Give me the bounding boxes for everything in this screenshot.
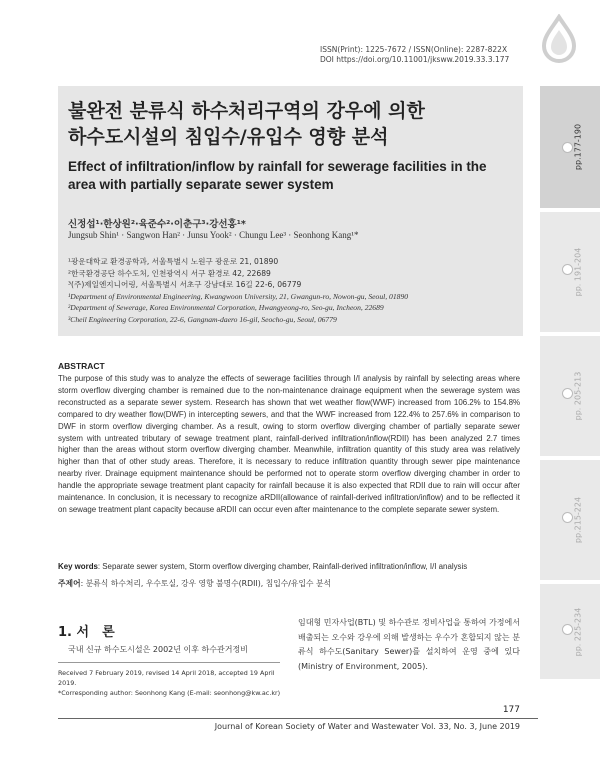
affiliation-en-2: ²Department of Sewerage, Korea Environmental Corporation, Hwangyeong-ro, Seo-gu, Incheon, 22689	[68, 303, 384, 313]
side-tab-pp-205-213[interactable]: pp. 205-213	[540, 336, 600, 456]
authors-korean: 신정섭¹·한상원²·육준수²·이춘구³·강선홍¹*	[68, 219, 246, 230]
affiliation-ko-2: ²한국환경공단 하수도처, 인천광역시 서구 환경로 42, 22689	[68, 268, 271, 278]
tab-circle-icon	[562, 142, 573, 153]
footnote-divider	[58, 662, 280, 663]
journal-logo	[534, 14, 584, 64]
keywords-korean: 주제어: 분류식 하수처리, 우수토실, 강우 영향 불명수(RDII), 침입수/유입수 분석	[58, 579, 332, 588]
footnote	[58, 668, 288, 698]
tab-circle-icon	[562, 512, 573, 523]
issn-text: ISSN(Print): 1225-7672 / ISSN(Online): 2287-822X	[320, 45, 508, 54]
footer-divider	[58, 718, 538, 719]
section-title: 1. 서 론	[58, 625, 115, 640]
page-number: 177	[502, 705, 520, 715]
affiliation-en-1: ¹Department of Environmental Engineering, Kwangwoon University, 21, Gwangun-ro, Nowon-gu, Seoul, 01890	[68, 291, 409, 301]
side-tab-pp-215-224[interactable]: pp.215-224	[540, 460, 600, 580]
journal-citation: Journal of Korean Society of Water and Wastewater Vol. 33, No. 3, June 2019	[214, 722, 520, 731]
title-korean: 불완전 분류식 하수처리구역의 강우에 의한 하수도시설의 침입수/유입수 영향 분석	[68, 100, 425, 148]
abstract-heading: ABSTRACT	[58, 361, 105, 371]
tab-circle-icon	[562, 624, 573, 635]
journal-identifiers	[320, 45, 520, 65]
title-english: Effect of infiltration/inflow by rainfall for sewerage facilities in the area with partially separate sewer system	[68, 159, 487, 192]
keywords: Key words: Separate sewer system, Storm overflow diverging chamber, Rainfall-derived infiltration/inflow, I/I analysis	[58, 562, 468, 571]
body-text-col1: 국내 신규 하수도시설은 2002년 이후 하수관거정비	[68, 645, 248, 654]
tab-circle-icon	[562, 388, 573, 399]
corresponding-author: *Corresponding author: Seonhong Kang (E-mail: seonhong@kw.ac.kr)	[58, 689, 281, 697]
affiliation-ko-3: ³(주)제일엔지니어링, 서울특별시 서초구 강남대로 16길 22-6, 06779	[68, 280, 302, 290]
side-tab-pp-177-190[interactable]: pp.177-190	[540, 86, 600, 208]
side-tab-pp-191-204[interactable]: pp. 191-204	[540, 212, 600, 332]
abstract-text: The purpose of this study was to analyze the effects of sewerage facilities through I/I analysis by rainfall by selecting areas where storm overflow diverging chamber is remained due to the non-maintenance drainage equipment when the sewerage system was reconstructed as a separate sewer system. Research has shown that wet weather flow(WWF) increased from 106.2% to 154.8% compared to dry weather flow(DWF) in intercepting sewers, and that the WWF increased from 122.4% to 257.6% in comparison to DWF in storm overflow diverging chamber. As a result, owing to storm overflow diverging chamber of partially separate sewer system with untreated tributary of sewage treatment plant, rainfall-derived infiltration/inflow(RDII) has been analyzed 2.7 times higher than the areas without storm overflow diverging chamber. Meanwhile, infiltration quantity of this study area was relatively higher than that of other study areas. Therefore, it is necessary to reduce infiltration quantity through sewer pipe maintenance nearby river. Drainage equipment maintenance should be performed not to operate storm overflow diverging chamber in order to handle the appropriate sewage treatment plant capacity for rainfall because it is also expected that RDII due to rain will occur after maintenance. In conclusion, it is necessary to recognize aRDII(allowance of rainfall-derived infiltration/inflow) and to be reflected it on sewage treatment plant capacity because aRDII can occur even after maintenance to the complete separate sewer system.	[58, 374, 520, 514]
side-tab-pp-225-234[interactable]: pp. 225-234	[540, 584, 600, 679]
doi-text: DOI https://doi.org/10.11001/jksww.2019.33.3.177	[320, 55, 510, 64]
authors-english: Jungsub Shin¹ · Sangwon Han² · Junsu Yook² · Chungu Lee³ · Seonhong Kang¹*	[68, 230, 359, 240]
affiliation-en-3: ³Cheil Engineering Corporation, 22-6, Gangnam-daero 16-gil, Seocho-gu, Seoul, 06779	[68, 314, 337, 324]
tab-circle-icon	[562, 264, 573, 275]
affiliations	[68, 256, 518, 326]
affiliation-ko-1: ¹광운대학교 환경공학과, 서울특별시 노원구 광운로 21, 01890	[68, 257, 279, 266]
received-dates: Received 7 February 2019, revised 14 April 2018, accepted 19 April 2019.	[58, 669, 275, 687]
body-text-col2: 임대형 민자사업(BTL) 및 하수관로 정비사업을 통하여 가정에서 배출되는 오수와 강우에 의해 발생하는 우수가 혼합되지 않는 분류식 하수도(Sanitary Sewer)를 설치하여 운영 중에 있다 (Ministry of Environment, 2005).	[298, 618, 520, 671]
